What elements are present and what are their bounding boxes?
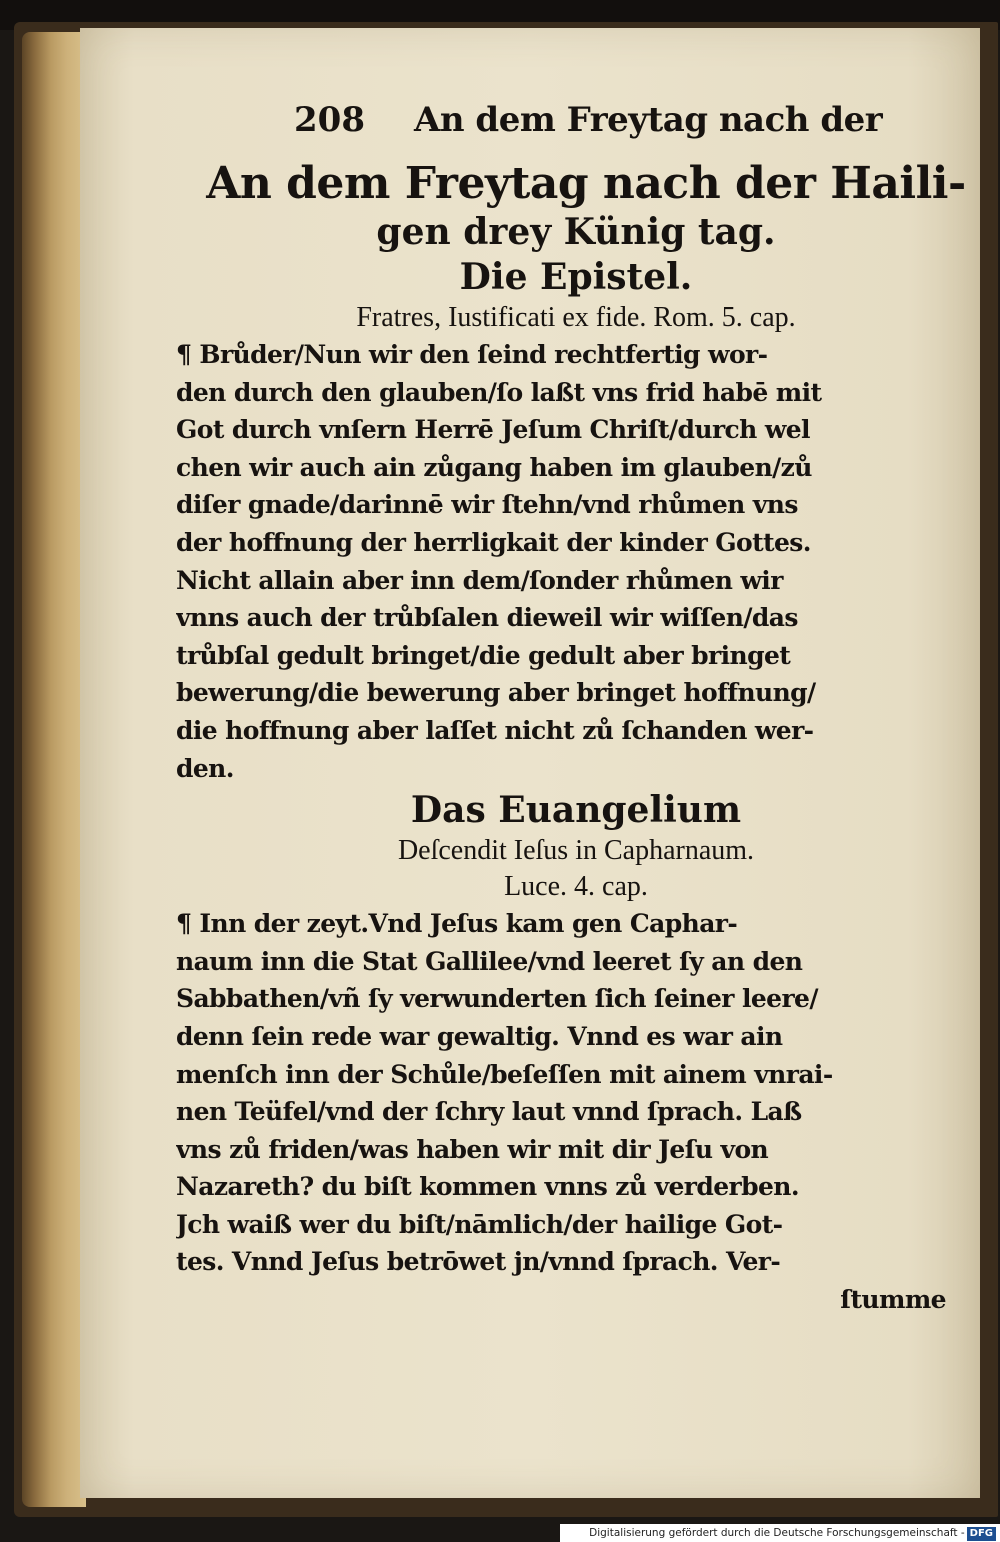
text-line: die hoffnung aber laſſet nicht zů ſchanden wer- [176,715,814,745]
digitization-credit [560,1524,1000,1542]
text-line: bewerung/die bewerung aber bringet hoffnung/ [176,678,816,708]
text-line: Got durch vnſern Herrē Jeſum Chriſt/durch wel [176,415,810,445]
text-line: naum inn die Stat Gallilee/vnd leeret ſy an den [176,946,803,976]
text-line: nen Teüfel/vnd der ſchry laut vnnd ſprach. Laß [176,1097,802,1127]
section-title-continued: gen drey Künig tag. [376,211,776,253]
text-line: trůbſal gedult bringet/die gedult aber bringet [176,640,791,670]
text-line: diſer gnade/darinnē wir ſtehn/vnd rhůmen vns [176,490,798,520]
running-title: An dem Freytag nach der [414,100,883,140]
section-title: An dem Freytag nach der Haili- [206,158,966,209]
gospel-latin-reference: Luce. 4. cap. [504,871,648,903]
text-line: Nicht allain aber inn dem/ſonder rhůmen wir [176,565,783,595]
page-number: 208 [294,100,365,140]
epistle-body [176,336,976,787]
catchword: ſtumme [840,1285,946,1315]
epistle-heading: Die Epistel. [459,256,693,298]
page-edges [22,32,86,1507]
text-line: den durch den glauben/ſo laßt vns frid habē mit [176,377,822,407]
gospel-latin-incipit: Deſcendit Ieſus in Capharnaum. [397,835,755,867]
text-line: Sabbathen/vñ ſy verwunderten ſich ſeiner leere/ [176,984,818,1014]
text-line: ¶ Brůder/Nun wir den ſeind rechtfertig wor- [176,340,768,369]
text-line: ¶ Inn der zeyt.Vnd Jeſus kam gen Caphar- [176,909,738,939]
text-line: den. [176,753,234,783]
text-line: Jch waiß wer du biſt/nāmlich/der hailige Got- [176,1209,783,1239]
text-line: tes. Vnnd Jeſus betrōwet jn/vnnd ſprach. Ver- [176,1247,781,1277]
gospel-heading: Das Euangelium [410,789,742,832]
text-line: vnns auch der trůbſalen dieweil wir wiſſen/das [176,603,798,633]
running-header [294,100,976,158]
gospel-body [176,905,976,1319]
text-line: menſch inn der Schůle/beſeſſen mit ainem vnrai- [176,1059,833,1089]
credit-text: Digitalisierung gefördert durch die Deutsche Forschungsgemeinschaft - [589,1527,965,1539]
text-line: vns zů friden/was haben wir mit dir Jeſu von [176,1134,769,1164]
text-line: der hoffnung der herrligkait der kinder Gottes. [176,527,811,557]
text-line: chen wir auch ain zůgang haben im glauben/zů [176,452,812,482]
text-block [176,100,976,1330]
epistle-latin-reference: Fratres, Iustificati ex fide. Rom. 5. cap. [356,302,796,333]
dfg-logo: DFG [967,1527,996,1541]
text-line: denn ſein rede war gewaltig. Vnnd es war ain [176,1021,783,1051]
text-line: Nazareth? du biſt kommen vnns zů verderben. [176,1172,799,1202]
